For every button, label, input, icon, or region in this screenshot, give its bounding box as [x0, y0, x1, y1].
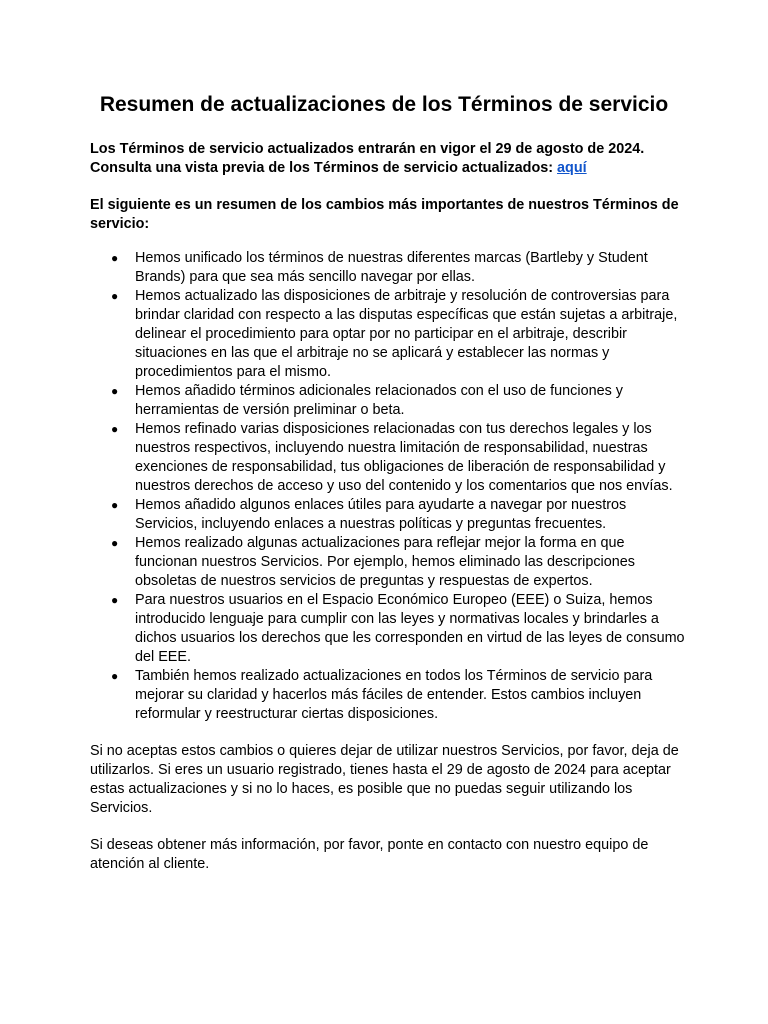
- change-item: [90, 420, 690, 496]
- bullet-icon: ●: [111, 536, 119, 550]
- summary-heading: El siguiente es un resumen de los cambios más importantes de nuestros Términos de servicio:: [90, 197, 679, 232]
- changes-list: [90, 249, 690, 724]
- bullet-icon: ●: [111, 289, 119, 303]
- bullet-icon: ●: [111, 422, 119, 436]
- bullet-icon: ●: [111, 669, 119, 683]
- change-item-text: Hemos unificado los términos de nuestras diferentes marcas (Bartleby y Student Brands) para que sea más sencillo navegar por ellas.: [135, 250, 648, 285]
- change-item: [90, 382, 690, 420]
- bullet-icon: ●: [111, 498, 119, 512]
- change-item-text: Hemos refinado varias disposiciones relacionadas con tus derechos legales y los nuestros respectivos, incluyendo nuestra limitación de responsabilidad, nuestras exenciones de responsabilidad, tus obligaciones de liberación de responsabilidad y nuestros derechos de acceso y uso del contenido y los comentarios que nos envías.: [135, 421, 673, 494]
- document-title: Resumen de actualizaciones de los Términos de servicio: [99, 93, 669, 116]
- change-item-text: Hemos actualizado las disposiciones de arbitraje y resolución de controversias para brindar claridad con respecto a las disputas específicas que están sujetas a arbitraje, delinear el procedimiento para optar por no participar en el arbitraje, describir situaciones en las que el arbitraje no se aplicará y establecer las normas y procedimientos para el mismo.: [135, 288, 678, 380]
- preview-link[interactable]: aquí: [557, 160, 587, 176]
- preview-notice: [90, 159, 690, 178]
- change-item: [90, 534, 690, 591]
- bullet-icon: ●: [111, 384, 119, 398]
- bullet-icon: ●: [111, 251, 119, 265]
- change-item: [90, 249, 690, 287]
- change-item: [90, 667, 690, 724]
- preview-notice-text: Consulta una vista previa de los Términos de servicio actualizados:: [90, 160, 558, 176]
- change-item: [90, 591, 690, 667]
- closing-paragraph: Si no aceptas estos cambios o quieres dejar de utilizar nuestros Servicios, por favor, deja de utilizarlos. Si eres un usuario registrado, tienes hasta el 29 de agosto de 2024 para aceptar estas actualizaciones y si no lo haces, es posible que no puedas seguir utilizando los Servicios.: [90, 743, 679, 816]
- effective-date-notice: Los Términos de servicio actualizados entrarán en vigor el 29 de agosto de 2024.: [90, 141, 645, 157]
- contact-paragraph: Si deseas obtener más información, por favor, ponte en contacto con nuestro equipo de atención al cliente.: [90, 837, 649, 872]
- document-body: [90, 140, 690, 874]
- change-item-text: Hemos realizado algunas actualizaciones para reflejar mejor la forma en que funcionan nuestros Servicios. Por ejemplo, hemos eliminado las descripciones obsoletas de nuestros servicios de preguntas y respuestas de expertos.: [135, 535, 635, 589]
- change-item: [90, 496, 690, 534]
- bullet-icon: ●: [111, 593, 119, 607]
- change-item-text: Hemos añadido algunos enlaces útiles para ayudarte a navegar por nuestros Servicios, incluyendo enlaces a nuestras políticas y preguntas frecuentes.: [135, 497, 627, 532]
- change-item-text: También hemos realizado actualizaciones en todos los Términos de servicio para mejorar su claridad y hacerlos más fáciles de entender. Estos cambios incluyen reformular y reestructurar ciertas disposiciones.: [135, 668, 653, 722]
- change-item-text: Para nuestros usuarios en el Espacio Económico Europeo (EEE) o Suiza, hemos introducido lenguaje para cumplir con las leyes y normativas locales y brindarles a dichos usuarios los derechos que les corresponden en virtud de las leyes de consumo del EEE.: [135, 592, 685, 665]
- change-item: [90, 287, 690, 382]
- intro-block: [90, 140, 690, 178]
- change-item-text: Hemos añadido términos adicionales relacionados con el uso de funciones y herramientas de versión preliminar o beta.: [135, 383, 623, 418]
